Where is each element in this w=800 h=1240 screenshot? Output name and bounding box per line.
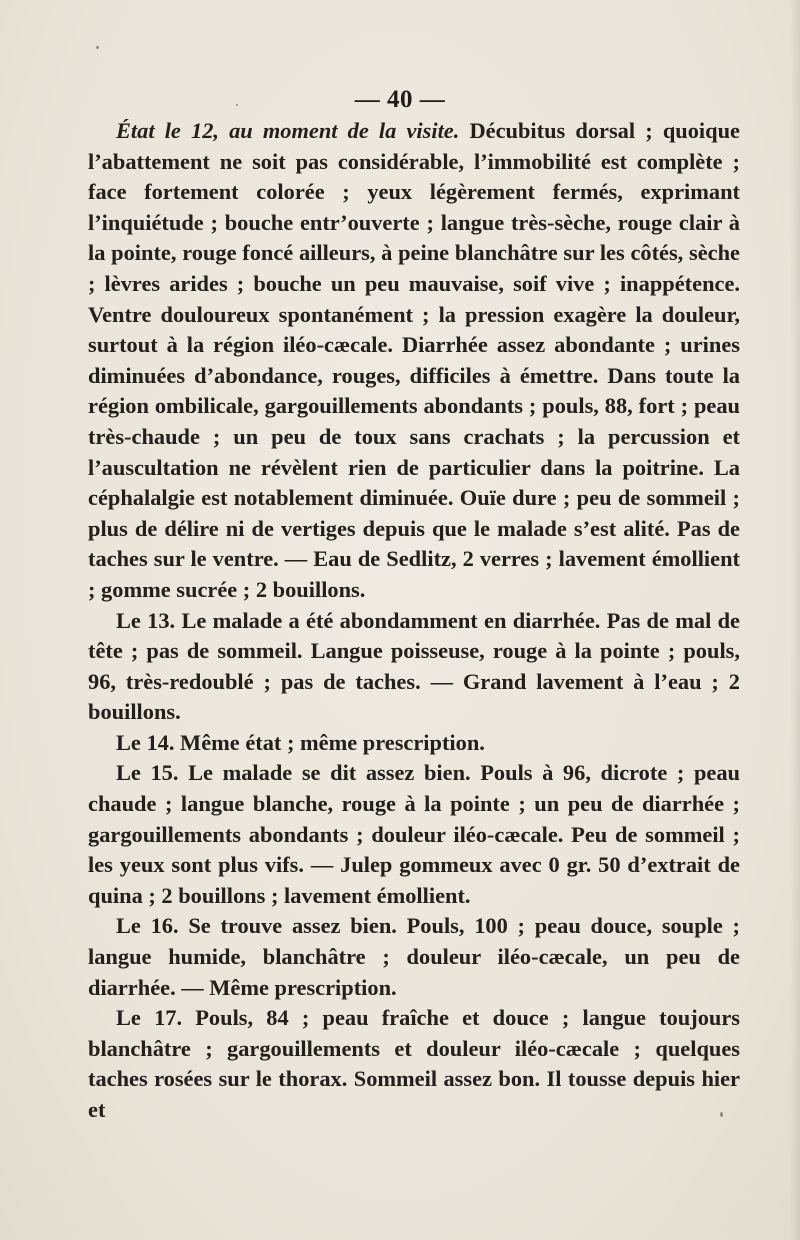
paper-speck [236,104,238,106]
paper-speck [720,1112,723,1117]
paragraph-text: Le 13. Le malade a été abondamment en diarrhée. Pas de mal de tête ; pas de sommeil. Langue poisseuse, rouge à la pointe ; pouls, 96, très-redoublé ; pas de taches. — Grand lavement à l’eau ; 2 bouillons. [88,607,740,725]
paragraph-day-17 [88,1003,740,1125]
paragraph-day-16 [88,911,740,1003]
paragraph-text: Le 17. Pouls, 84 ; peau fraîche et douce ; langue toujours blanchâtre ; gargouillements et douleur iléo-cæcale ; quelques taches rosées sur le thorax. Sommeil assez bon. Il tousse depuis hier et [88,1005,740,1122]
page-number: — 40 — [354,86,446,113]
paragraph-text: Le 15. Le malade se dit assez bien. Pouls à 96, dicrote ; peau chaude ; langue blanche, rouge à la pointe ; un peu de diarrhée ; gargouillements abondants ; douleur iléo-cæcale. Peu de sommeil ; les yeux sont plus vifs. — Julep gommeux avec 0 gr. 50 d’extrait de quina ; 2 bouillons ; lavement émollient. [88,760,740,908]
paragraph-text: Décubitus dorsal ; quoique l’abattement ne soit pas considérable, l’immobilité est complète ; face fortement colorée ; yeux légèrement fermés, exprimant l’inquiétude ; bouche entr’ouverte ; langue très-sèche, rouge clair à la pointe, rouge foncé ailleurs, à peine blanchâtre sur les côtés, sèche ; lèvres arides ; bouche un peu mauvaise, soif vive ; inappétence. Ventre douloureux spontanément ; la pression exagère la douleur, surtout à la région iléo-cæcale. Diarrhée assez abondante ; urines diminuées d’abondance, rouges, difficiles à émettre. Dans toute la région ombilicale, gargouillements abondants ; pouls, 88, fort ; peau très-chaude ; un peu de toux sans crachats ; la percussion et l’auscultation ne révèlent rien de particulier dans la poitrine. La céphalalgie est notablement diminuée. Ouïe dure ; peu de sommeil ; plus de délire ni de vertiges depuis que le malade s’est alité. Pas de taches sur le ventre. — Eau de Sedlitz, 2 verres ; lavement émollient ; gomme sucrée ; 2 bouillons. [88,118,740,602]
paragraph-day-14 [88,728,740,759]
paragraph-day-15 [88,758,740,911]
paragraph-text: Le 14. Même état ; même prescription. [116,729,485,755]
paragraph-lead: État le 12, au moment de la visite. [116,118,460,143]
paragraph-text: Le 16. Se trouve assez bien. Pouls, 100 ; peau douce, souple ; langue humide, blanchâtre ; douleur iléo-cæcale, un peu de diarrhée. — Même prescription. [88,913,740,1000]
paragraph-day-12 [88,116,740,606]
page-edge-shadow [790,0,800,1240]
paper-speck [96,46,99,49]
paragraph-day-13 [88,606,740,728]
body-text [88,116,740,1126]
